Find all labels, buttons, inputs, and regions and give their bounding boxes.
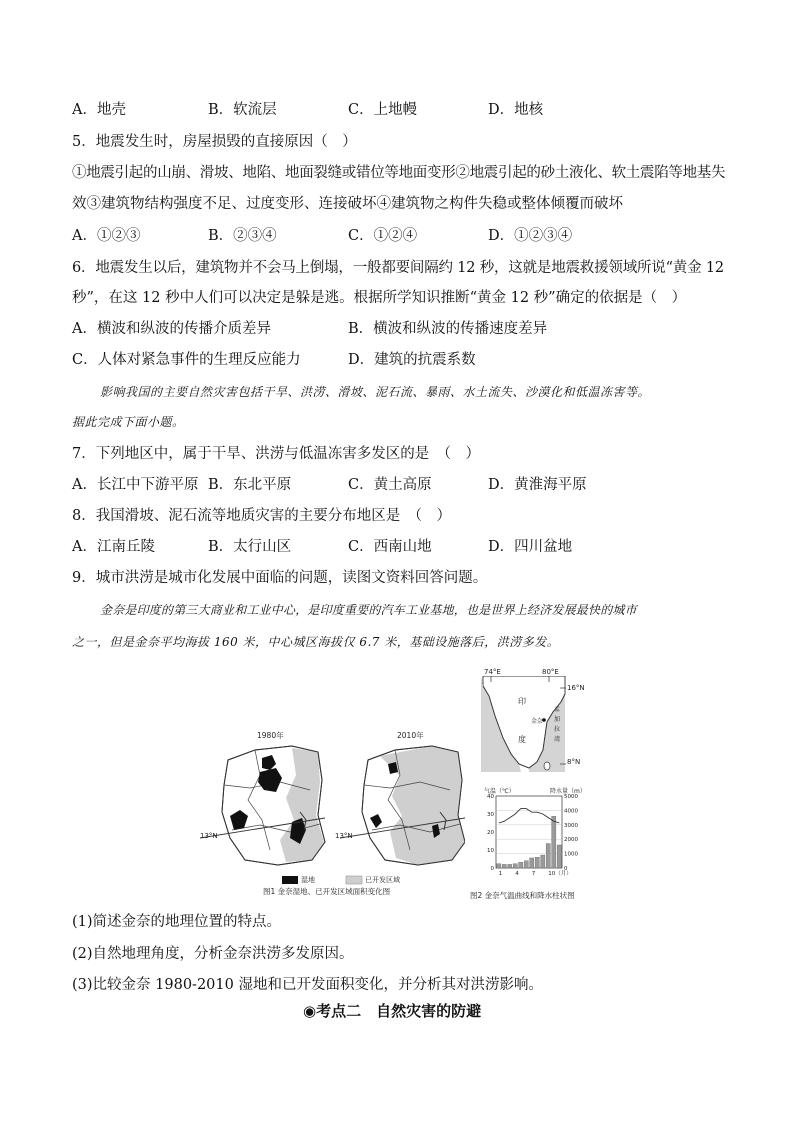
figure1-svg — [200, 720, 465, 900]
precip-bar-5 — [519, 862, 523, 868]
q7-option-c: C．黄土高原 — [348, 477, 432, 493]
precip-bar-7 — [530, 858, 534, 868]
legend-developed-swatch — [346, 876, 362, 884]
q8-option-a: A．江南丘陵 — [72, 539, 155, 555]
inset-bay-char-3: 拉 — [554, 726, 561, 733]
q8-option-b: B．太行山区 — [208, 539, 292, 555]
q5-statement-line2: 效③建筑物结构强度不足、过度变形、连接破坏④建筑物之构件失稳或整体倾覆而破坏 — [72, 196, 623, 212]
inset-lon-74: 74°E — [484, 668, 501, 676]
inset-bay-char-2: 加 — [554, 716, 561, 723]
legend-developed-label: 已开发区域 — [365, 876, 400, 884]
figure1-lat-label-2: 13°N — [335, 832, 353, 840]
figure1-year-2010: 2010年 — [397, 731, 424, 740]
left-tick-label: 0 — [490, 866, 494, 872]
left-tick-label: 10 — [487, 848, 494, 854]
right-tick-label: 3000 — [564, 822, 578, 829]
inset-bay-char-4: 湾 — [554, 736, 561, 743]
inset-bay-char-1: 孟 — [554, 706, 561, 713]
q4-option-b: B．软流层 — [208, 102, 277, 118]
figure1-lat-label-1: 13°N — [200, 832, 218, 840]
precip-bar-2 — [502, 864, 506, 868]
q6-option-a: A．横波和纵波的传播介质差异 — [72, 321, 271, 337]
precip-bar-6 — [524, 861, 528, 868]
q9-part3: (3)比较金奈 1980-2010 湿地和已开发面积变化，并分析其对洪涝影响。 — [72, 977, 543, 993]
right-tick-label: 4000 — [564, 808, 578, 815]
right-tick-label: 1000 — [564, 851, 578, 858]
precip-bar-4 — [513, 864, 517, 868]
material1-line2: 据此完成下面小题。 — [72, 415, 185, 429]
precip-bar-11 — [552, 816, 556, 868]
q6-stem-line1: 6．地震发生以后，建筑物并不会马上倒塌，一般都要间隔约 12 秒，这就是地震救援领域所说“黄金 12 — [72, 260, 724, 276]
right-tick-label: 0 — [564, 866, 568, 872]
inset-lat-8: 8°N — [567, 758, 581, 766]
q6-stem-line2: 秒”，在这 12 秒中人们可以决定是躲是逃。根据所学知识推断“黄金 12 秒”确定的依据是（ ） — [72, 290, 687, 306]
q6-option-b: B．横波和纵波的传播速度差异 — [348, 321, 548, 337]
x-tick-label: 10（月） — [548, 871, 572, 877]
figure1-caption: 图1 金奈湿地、已开发区域面积变化图 — [263, 887, 391, 896]
q6-option-c: C．人体对紧急事件的生理反应能力 — [72, 352, 301, 368]
climate-ylabel-right: 降水量（m） — [550, 788, 586, 795]
precip-bar-10 — [546, 844, 550, 868]
q5-stem: 5．地震发生时，房屋损毁的直接原因（ ） — [72, 134, 357, 150]
precip-bar-1 — [497, 864, 501, 868]
q7-option-a: A．长江中下游平原 — [72, 477, 199, 493]
q4-option-d: D．地核 — [488, 102, 544, 118]
climate-ylabel-left: 气温（℃） — [484, 788, 515, 795]
left-tick-label: 30 — [487, 812, 494, 818]
material2-line1: 金奈是印度的第三大商业和工业中心，是印度重要的汽车工业基地，也是世界上经济发展最快的城市 — [100, 603, 637, 617]
x-tick-label: 1 — [498, 871, 503, 877]
section-heading: ◉考点二 自然灾害的防避 — [303, 1002, 482, 1020]
q5-statement-line1: ①地震引起的山崩、滑坡、地陷、地面裂缝或错位等地面变形②地震引起的砂土液化、软土震陷等地基失 — [72, 165, 726, 181]
q7-stem: 7．下列地区中，属于干旱、洪涝与低温冻害多发区的是 （ ） — [72, 446, 480, 462]
figure1-maps — [200, 720, 465, 900]
inset-lat-16: 16°N — [567, 684, 585, 692]
x-tick-label: 7 — [531, 871, 536, 877]
figure2-caption: 图2 金奈气温曲线和降水柱状图 — [470, 891, 575, 900]
inset-label-chennai: 金奈 — [531, 718, 544, 725]
precip-bar-3 — [508, 864, 512, 868]
q8-stem: 8．我国滑坡、泥石流等地质灾害的主要分布地区是 （ ） — [72, 508, 451, 524]
precip-bar-8 — [535, 857, 539, 868]
legend-wetland-swatch — [282, 876, 298, 884]
inset-label-india-1: 印 — [518, 697, 526, 706]
q6-option-d: D．建筑的抗震系数 — [348, 352, 476, 368]
x-tick-label: 4 — [515, 871, 519, 877]
climate-chart-svg — [480, 784, 590, 884]
q7-option-d: D．黄淮海平原 — [488, 477, 587, 493]
map-2010 — [340, 746, 465, 865]
precip-bar-9 — [541, 855, 545, 868]
q9-part1: (1)简述金奈的地理位置的特点。 — [72, 914, 282, 930]
q4-option-a: A．地壳 — [72, 102, 126, 118]
q5-option-b: B．②③④ — [208, 228, 277, 244]
q9-part2: (2)自然地理角度，分析金奈洪涝多发原因。 — [72, 946, 354, 962]
q5-option-d: D．①②③④ — [488, 228, 573, 244]
climate-chart — [480, 784, 590, 884]
inset-lon-80: 80°E — [542, 668, 559, 676]
precip-bar-12 — [557, 845, 561, 868]
legend-wetland-label: 湿地 — [301, 876, 315, 884]
q9-stem: 9．城市洪涝是城市化发展中面临的问题，读图文资料回答问题。 — [72, 570, 488, 586]
q7-option-b: B．东北平原 — [208, 477, 292, 493]
inset-label-india-2: 度 — [518, 735, 526, 744]
material1-line1: 影响我国的主要自然灾害包括干旱、洪涝、滑坡、泥石流、暴雨、水土流失、沙漠化和低温冻害等。 — [100, 385, 651, 399]
figure1-year-1980: 1980年 — [257, 731, 284, 740]
right-tick-label: 5000 — [564, 794, 578, 800]
q5-option-c: C．①②④ — [348, 228, 418, 244]
q4-option-c: C．上地幔 — [348, 102, 418, 118]
q8-option-c: C．西南山地 — [348, 539, 432, 555]
left-tick-label: 20 — [487, 830, 494, 836]
left-tick-label: 40 — [487, 794, 494, 800]
q8-option-d: D．四川盆地 — [488, 539, 573, 555]
right-tick-label: 2000 — [564, 837, 578, 844]
map-1980 — [200, 746, 325, 865]
material2-line2: 之一，但是金奈平均海拔 160 米，中心城区海拔仅 6.7 米，基础设施落后，洪涝多发。 — [72, 635, 560, 649]
q5-option-a: A．①②③ — [72, 228, 141, 244]
